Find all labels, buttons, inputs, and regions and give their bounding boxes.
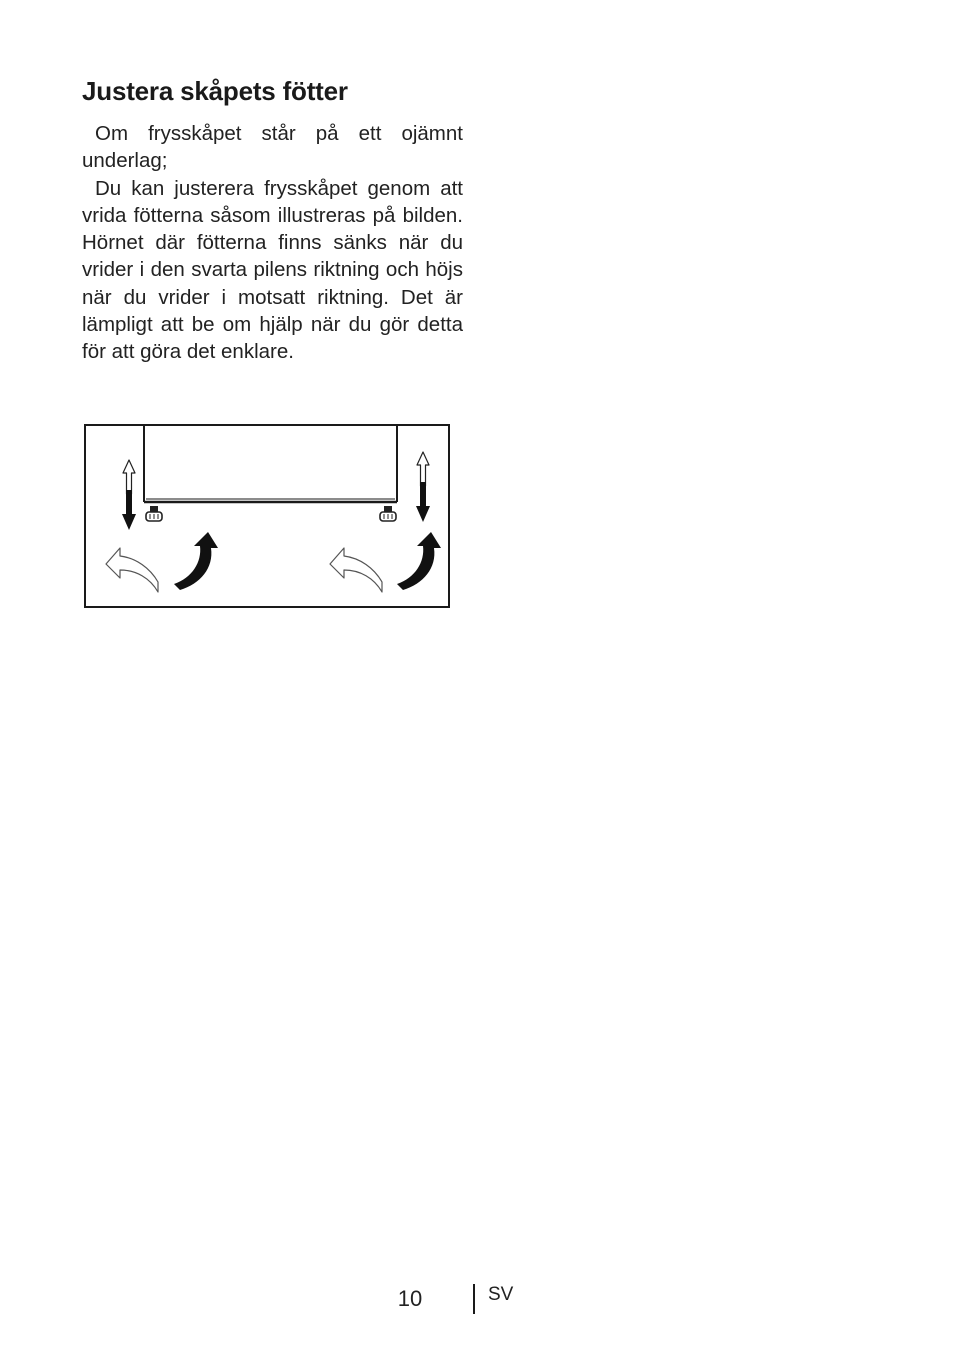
language-code: SV bbox=[488, 1284, 514, 1305]
feet-adjustment-illustration bbox=[84, 424, 450, 608]
page-number: 10 bbox=[397, 1286, 423, 1311]
instruction-text bbox=[82, 120, 463, 366]
paragraph-adjust-instructions: Du kan justerera frysskåpet genom att vrida fötterna såsom illustreras på bilden. Hörnet där fötterna finns sänks när du vrider i den svarta pilens riktning och höjs när du vrider i motsatt riktning. Det är lämpligt att be om hjälp när du gör detta för att göra det enklare. bbox=[82, 176, 463, 364]
feet-adjustment-svg bbox=[84, 424, 450, 608]
section-heading: Justera skåpets fötter bbox=[82, 76, 348, 106]
footer-divider bbox=[473, 1284, 475, 1314]
paragraph-uneven-floor: Om frysskåpet står på ett ojämnt underlag; bbox=[82, 122, 463, 173]
